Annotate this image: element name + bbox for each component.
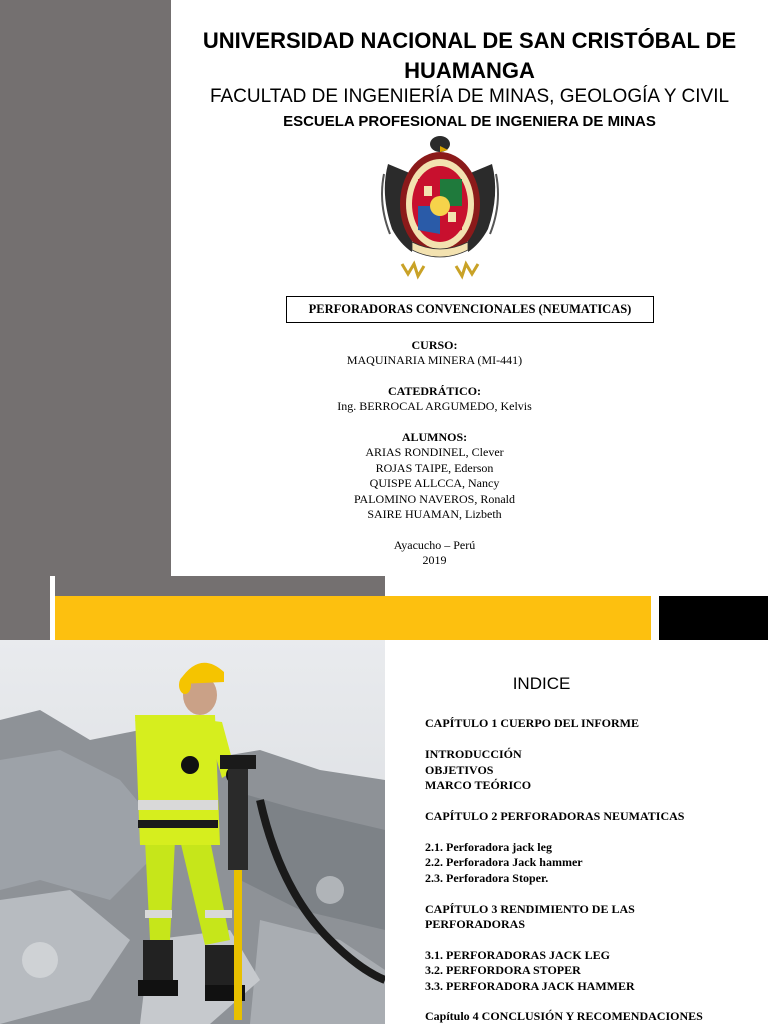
- index-item: CAPÍTULO 1 CUERPO DEL INFORME: [425, 716, 640, 730]
- index-item: OBJETIVOS: [425, 763, 494, 777]
- index-item: 2.3. Perforadora Stoper.: [425, 871, 549, 885]
- faculty-name: FACULTAD DE INGENIERÍA DE MINAS, GEOLOGÍA Y CIVIL: [209, 86, 730, 107]
- worker-with-jackhammer-photo: [0, 640, 385, 1024]
- left-gray-band: [0, 0, 171, 576]
- index-item: 2.2. Perforadora Jack hammer: [425, 855, 583, 869]
- index-title: INDICE: [512, 674, 571, 693]
- index-item: 3.2. PERFORDORA STOPER: [425, 963, 581, 977]
- index-item: CAPÍTULO 3 RENDIMIENTO DE LAS: [425, 902, 635, 916]
- index-item: 2.1. Perforadora jack leg: [425, 840, 552, 854]
- report-title: PERFORADORAS CONVENCIONALES (NEUMATICAS): [286, 296, 654, 323]
- teacher-label: CATEDRÁTICO:: [387, 384, 482, 398]
- index-item: 3.3. PERFORADORA JACK HAMMER: [425, 979, 635, 993]
- index-section: [385, 640, 768, 1024]
- black-banner: [659, 596, 768, 640]
- index-item: Capítulo 4 CONCLUSIÓN Y RECOMENDACIONES: [425, 1009, 703, 1023]
- index-item: CAPÍTULO 2 PERFORADORAS NEUMATICAS: [425, 809, 685, 823]
- teacher-value: Ing. BERROCAL ARGUMEDO, Kelvis: [337, 399, 532, 413]
- students-label: ALUMNOS:: [401, 430, 468, 444]
- student-name: PALOMINO NAVEROS, Ronald: [353, 492, 516, 506]
- year: 2019: [422, 553, 447, 567]
- yellow-banner: [55, 596, 651, 640]
- place: Ayacucho – Perú: [393, 538, 476, 552]
- university-name-line2: HUAMANGA: [404, 58, 535, 83]
- index-item: PERFORADORAS: [425, 917, 526, 931]
- gray-strip: [55, 576, 385, 596]
- course-value: MAQUINARIA MINERA (MI-441): [346, 353, 523, 367]
- university-crest-icon: [378, 134, 502, 284]
- left-gray-band-lower: [0, 576, 50, 640]
- index-item: 3.1. PERFORADORAS JACK LEG: [425, 948, 611, 962]
- index-item: MARCO TEÓRICO: [425, 778, 532, 792]
- school-name: ESCUELA PROFESIONAL DE INGENIERA DE MINAS: [283, 113, 656, 130]
- student-name: ARIAS RONDINEL, Clever: [365, 445, 504, 459]
- student-name: QUISPE ALLCCA, Nancy: [369, 476, 500, 490]
- course-label: CURSO:: [411, 338, 458, 352]
- university-name-line1: UNIVERSIDAD NACIONAL DE SAN CRISTÓBAL DE: [202, 28, 737, 53]
- index-item: INTRODUCCIÓN: [425, 747, 522, 761]
- student-name: SAIRE HUAMAN, Lizbeth: [367, 507, 502, 521]
- student-name: ROJAS TAIPE, Ederson: [375, 461, 494, 475]
- cover-page: [171, 0, 768, 576]
